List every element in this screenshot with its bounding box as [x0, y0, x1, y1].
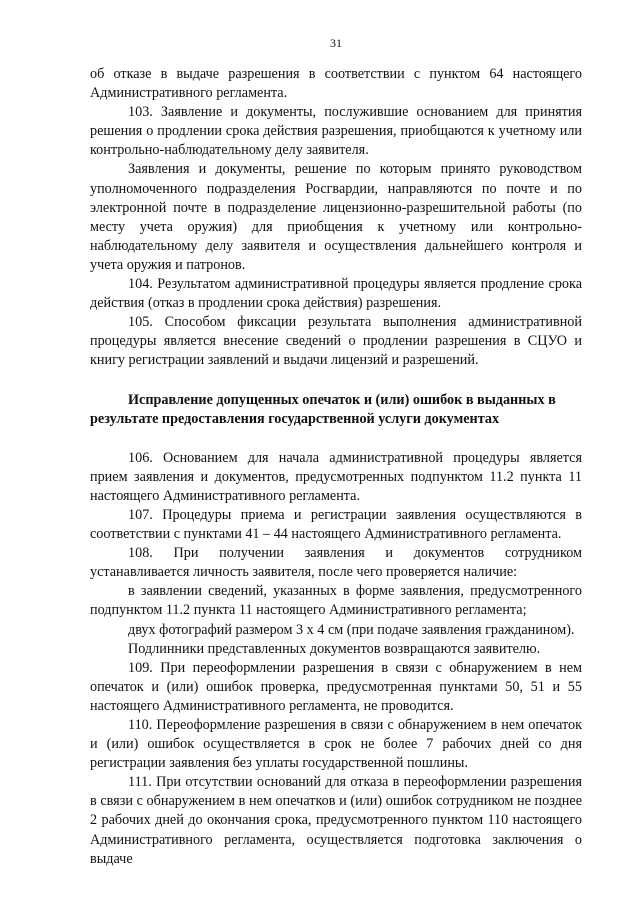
- paragraph-103: 103. Заявление и документы, послужившие основанием для принятия решения о продлении срока действия разрешения, приобщаются к учетному или контрольно-наблюдательному делу заявителя.: [90, 104, 582, 159]
- paragraph-109: 109. При переоформлении разрешения в связи с обнаружением в нем опечаток и (или) ошибок проверка, предусмотренная пунктами 50, 51 и 55 настоящего Административного регламента, не проводится.: [90, 659, 582, 714]
- paragraph-108-note: Подлинники представленных документов возвращаются заявителю.: [128, 640, 541, 657]
- page-number: 31: [330, 36, 342, 50]
- paragraph-108-item-2: двух фотографий размером 3 х 4 см (при подаче заявления гражданином).: [128, 621, 575, 638]
- paragraph-108: 108. При получении заявления и документов сотрудником устанавливается личность заявителя, после чего проверяется наличие:: [90, 545, 582, 581]
- paragraph-continuation: об отказе в выдаче разрешения в соответствии с пунктом 64 настоящего Административного регламента.: [90, 66, 582, 102]
- paragraph-108-item-1: в заявлении сведений, указанных в форме заявления, предусмотренного подпунктом 11.2 пункта 11 настоящего Административного регламента;: [90, 583, 582, 619]
- paragraph-103-continued: Заявления и документы, решение по которым принято руководством уполномоченного подразделения Росгвардии, направляются по почте и по электронной почте в подразделение лицензионно-разрешительной работы (по месту учета оружия) для приобщения к учетному или контрольно-наблюдательному делу заявителя и осуществления дальнейшего контроля и учета оружия и патронов.: [90, 161, 582, 273]
- section-heading: Исправление допущенных опечаток и (или) ошибок в выданных в результате предоставления государственной услуги документах: [90, 391, 556, 427]
- paragraph-105: 105. Способом фиксации результата выполнения административной процедуры является внесение сведений о продлении разрешения в СЦУО и книгу регистрации заявлений и выдачи лицензий и разрешений.: [90, 314, 582, 369]
- paragraph-106: 106. Основанием для начала административной процедуры является прием заявления и документов, предусмотренных подпунктом 11.2 пункта 11 настоящего Административного регламента.: [90, 449, 582, 504]
- paragraph-111: 111. При отсутствии оснований для отказа в переоформлении разрешения в связи с обнаружением в нем опечатков и (или) ошибок сотрудником не позднее 2 рабочих дней до окончания срока, предусмотренного пунктом 110 настоящего Административного регламента, осуществляется подготовка заключения о выдаче: [90, 774, 582, 867]
- paragraph-107: 107. Процедуры приема и регистрации заявления осуществляются в соответствии с пунктами 41 – 44 настоящего Административного регламента.: [90, 506, 582, 543]
- paragraph-104: 104. Результатом административной процедуры является продление срока действия (отказ в продлении срока действия) разрешения.: [90, 276, 582, 312]
- paragraph-110: 110. Переоформление разрешения в связи с обнаружением в нем опечаток и (или) ошибок осуществляется в срок не более 7 рабочих дней со дня регистрации заявления без уплаты государственной пошлины.: [90, 717, 582, 772]
